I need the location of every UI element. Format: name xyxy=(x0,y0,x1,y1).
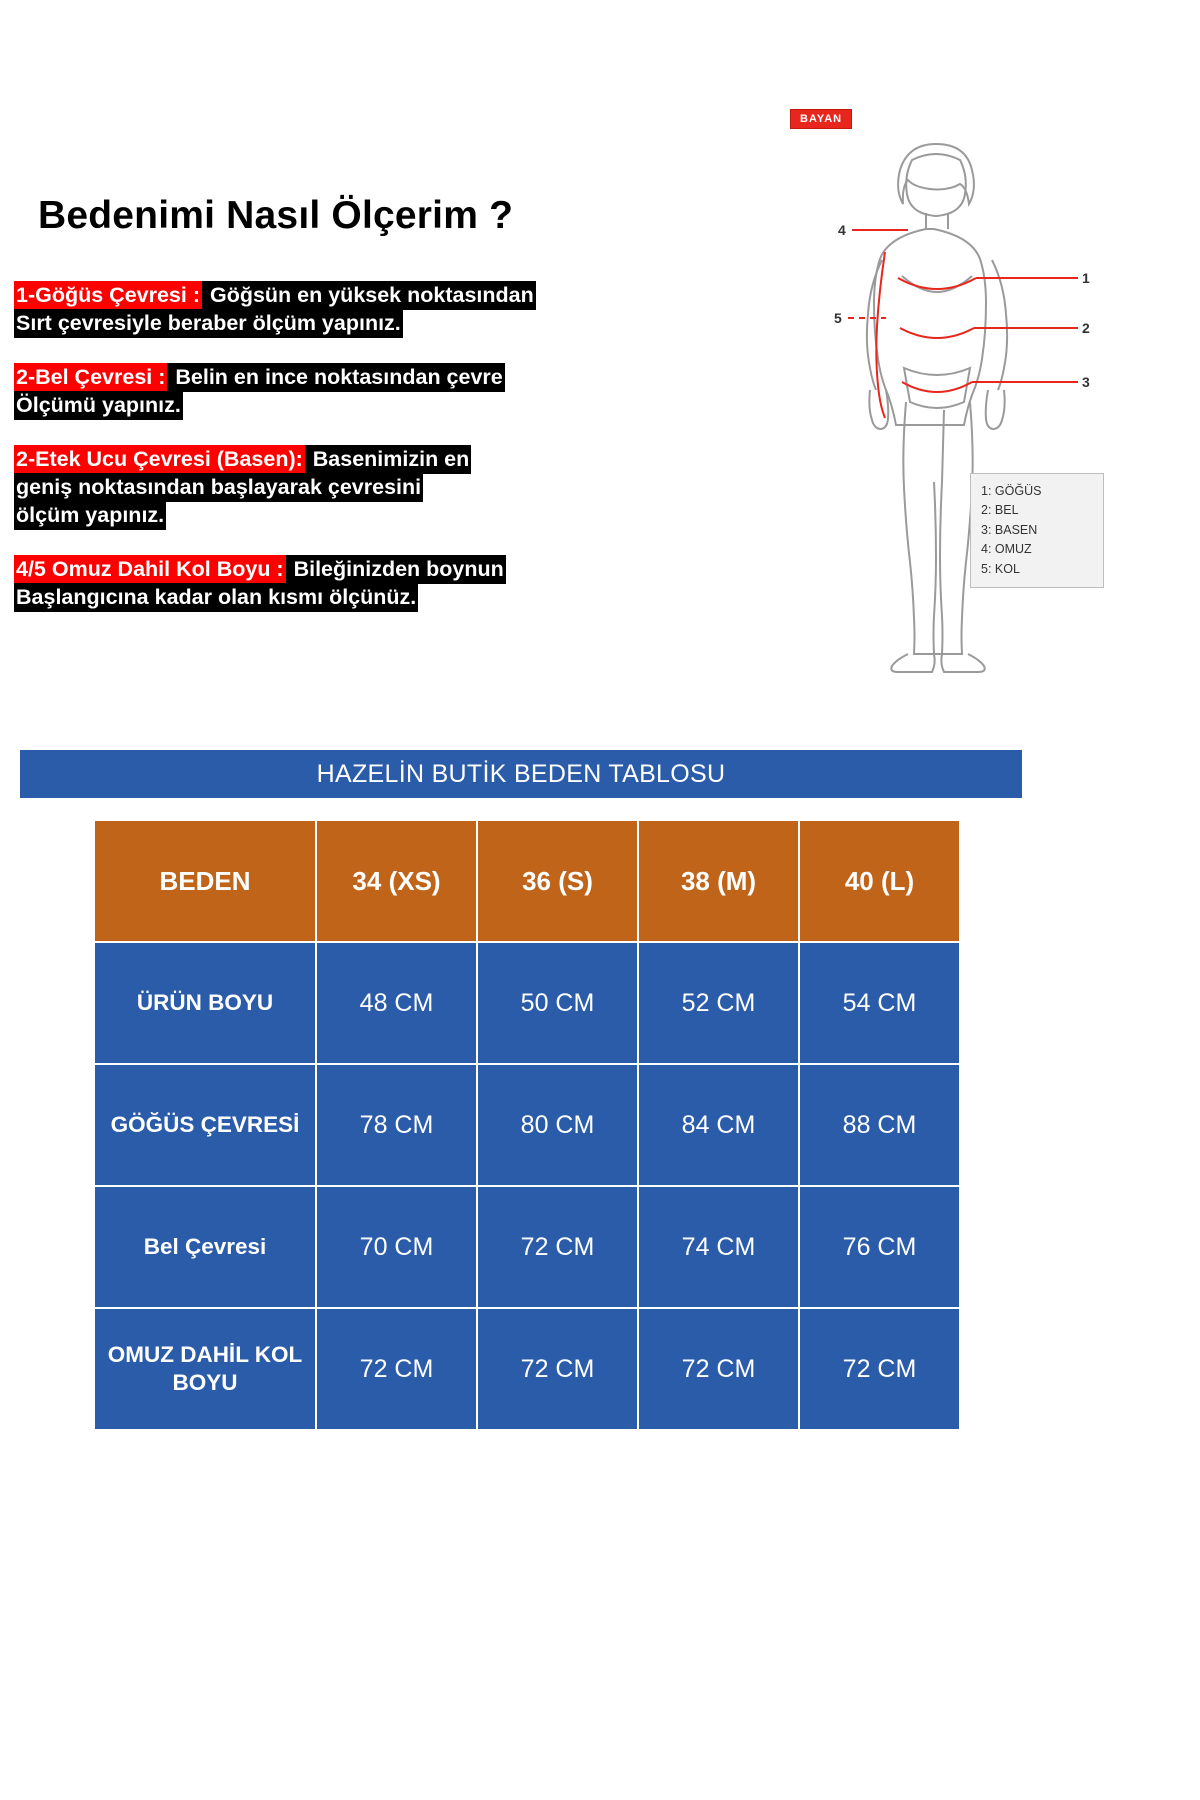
legend-item: 1: GÖĞÜS xyxy=(981,484,1042,498)
instruction-line xyxy=(14,310,814,338)
callout-4: 4 xyxy=(838,222,846,238)
instruction-line xyxy=(14,556,814,584)
instruction-omuz-dahil-kol-boyu xyxy=(14,556,814,612)
legend-item: 5: KOL xyxy=(981,561,1020,576)
table-cell: 70 CM xyxy=(316,1186,477,1308)
table-cell: 72 CM xyxy=(316,1308,477,1430)
instruction-text: Belin en ince noktasından çevre xyxy=(167,363,504,392)
instruction-line xyxy=(14,446,814,474)
table-cell: 78 CM xyxy=(316,1064,477,1186)
callout-2: 2 xyxy=(1082,320,1090,336)
instruction-line xyxy=(14,474,814,502)
instruction-line xyxy=(14,364,814,392)
table-cell: 54 CM xyxy=(799,942,960,1064)
table-row xyxy=(94,942,960,1064)
instruction-text: Sırt çevresiyle beraber ölçüm yapınız. xyxy=(14,309,403,338)
table-header-size: 34 (XS) xyxy=(316,820,477,942)
instruction-label: 2-Bel Çevresi : xyxy=(14,363,167,392)
table-cell: 80 CM xyxy=(477,1064,638,1186)
callout-1: 1 xyxy=(1082,270,1090,286)
instruction-text: geniş noktasından başlayarak çevresini xyxy=(14,473,423,502)
legend-item: 4: OMUZ xyxy=(981,542,1032,557)
instruction-line xyxy=(14,392,814,420)
table-row-label: OMUZ DAHİL KOL BOYU xyxy=(94,1308,316,1430)
page-title: Bedenimi Nasıl Ölçerim ? xyxy=(38,194,514,238)
table-cell: 74 CM xyxy=(638,1186,799,1308)
instruction-text: Ölçümü yapınız. xyxy=(14,391,183,420)
table-row xyxy=(94,1308,960,1430)
table-header-size: 40 (L) xyxy=(799,820,960,942)
instruction-bel-cevresi xyxy=(14,364,814,420)
table-row-label: Bel Çevresi xyxy=(94,1186,316,1308)
table-cell: 48 CM xyxy=(316,942,477,1064)
table-header-beden: BEDEN xyxy=(94,820,316,942)
instruction-text: Göğsün en yüksek noktasından xyxy=(202,281,536,310)
instruction-text: Başlangıcına kadar olan kısmı ölçünüz. xyxy=(14,583,418,612)
table-cell: 76 CM xyxy=(799,1186,960,1308)
figure-legend xyxy=(970,473,1104,588)
table-cell: 50 CM xyxy=(477,942,638,1064)
body-measurement-figure xyxy=(790,100,1185,720)
measurement-instructions xyxy=(14,282,814,637)
table-cell: 84 CM xyxy=(638,1064,799,1186)
legend-item: 3: BASEN xyxy=(981,522,1038,537)
instruction-label: 1-Göğüs Çevresi : xyxy=(14,281,202,310)
instruction-text: Basenimizin en xyxy=(305,445,472,474)
table-header-row xyxy=(94,820,960,942)
size-table xyxy=(93,819,961,1431)
instruction-label: 4/5 Omuz Dahil Kol Boyu : xyxy=(14,555,286,584)
table-row xyxy=(94,1064,960,1186)
table-cell: 72 CM xyxy=(638,1308,799,1430)
instruction-line xyxy=(14,584,814,612)
size-table-head xyxy=(94,820,960,942)
female-body-diagram-icon xyxy=(790,100,1185,720)
table-header-size: 36 (S) xyxy=(477,820,638,942)
instruction-etek-ucu-cevresi xyxy=(14,446,814,530)
table-cell: 72 CM xyxy=(477,1186,638,1308)
callout-5: 5 xyxy=(834,310,842,326)
instruction-label: 2-Etek Ucu Çevresi (Basen): xyxy=(14,445,305,474)
table-row-label: GÖĞÜS ÇEVRESİ xyxy=(94,1064,316,1186)
size-table-body xyxy=(94,942,960,1430)
instruction-line xyxy=(14,282,814,310)
instruction-gogus-cevresi xyxy=(14,282,814,338)
instruction-text: Bileğinizden boynun xyxy=(286,555,506,584)
instruction-text: ölçüm yapınız. xyxy=(14,501,166,530)
table-row xyxy=(94,1186,960,1308)
size-table-banner: HAZELİN BUTİK BEDEN TABLOSU xyxy=(20,750,1022,798)
legend-item: 2: BEL xyxy=(981,503,1019,518)
table-header-size: 38 (M) xyxy=(638,820,799,942)
callout-3: 3 xyxy=(1082,374,1090,390)
bayan-badge: BAYAN xyxy=(790,109,852,129)
table-cell: 88 CM xyxy=(799,1064,960,1186)
table-cell: 52 CM xyxy=(638,942,799,1064)
table-cell: 72 CM xyxy=(477,1308,638,1430)
instruction-line xyxy=(14,502,814,530)
table-cell: 72 CM xyxy=(799,1308,960,1430)
table-row-label: ÜRÜN BOYU xyxy=(94,942,316,1064)
